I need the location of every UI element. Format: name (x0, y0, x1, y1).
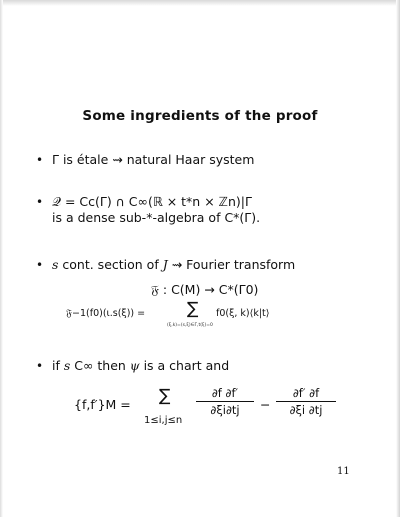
algebra-definition: 𝒬 = Cc(Γ) ∩ C∞(ℝ × t*n × ℤn)|Γ (52, 194, 252, 209)
fraction-denominator: ∂ξi∂tj (210, 403, 240, 417)
symbol-s: s (52, 257, 59, 272)
section-text: cont. section of (58, 257, 163, 272)
scan-edge-top (0, 0, 400, 6)
poisson-bracket-lhs: {f,f′}M = (74, 397, 131, 412)
fraction-second (276, 386, 336, 417)
bullet-item-section (36, 257, 296, 273)
if-text: if (52, 358, 64, 373)
symbol-s: s (63, 358, 71, 373)
symbol-j: J (162, 257, 168, 272)
leads-to-arrow: ⇝ (167, 257, 187, 272)
etale-text: Γ is étale (52, 152, 113, 167)
summation-range: 1≤i,j≤n (144, 415, 183, 426)
summation-index: (ξ,k)=(s,ξ)∈Γ,t(ξ)=0 (167, 323, 213, 328)
fraction-first (196, 386, 254, 417)
page-number: 11 (337, 466, 350, 477)
smooth-text: C∞ then (70, 358, 130, 373)
summation-symbol: ∑ (159, 386, 171, 406)
fraction-numerator: ∂f′ ∂f (276, 386, 336, 402)
minus-sign: − (260, 397, 271, 412)
bullet-marker: • (36, 153, 44, 167)
scan-edge-right (396, 0, 400, 517)
fraction-numerator: ∂f ∂f′ (196, 386, 254, 402)
bullet-item-etale (36, 152, 255, 168)
symbol-psi: ψ (129, 358, 140, 373)
chart-text: is a chart and (139, 358, 230, 373)
leads-to-arrow: ⇝ (112, 152, 123, 167)
fourier-text: Fourier transform (186, 257, 296, 272)
fourier-map-formula: 𝔉 : C(M) → C*(Γ0) (151, 282, 259, 297)
slide-title: Some ingredients of the proof (82, 108, 318, 124)
summation-symbol: ∑ (187, 299, 199, 319)
inverse-fourier-rhs: f0(ξ, k)⟨k|t⟩ (216, 308, 270, 319)
bullet-marker: • (36, 258, 44, 272)
fraction-denominator: ∂ξi ∂tj (289, 403, 323, 417)
bullet-item-algebra (36, 194, 252, 210)
bullet-marker: • (36, 195, 44, 209)
bullet-marker: • (36, 359, 44, 373)
haar-text: natural Haar system (122, 152, 255, 167)
algebra-statement: is a dense sub-*-algebra of C*(Γ). (52, 210, 261, 225)
scan-edge-left (0, 0, 3, 517)
bullet-item-poisson (36, 358, 230, 374)
inverse-fourier-lhs: 𝔉−1(f0)(ι.s(ξ)) = (66, 308, 146, 319)
